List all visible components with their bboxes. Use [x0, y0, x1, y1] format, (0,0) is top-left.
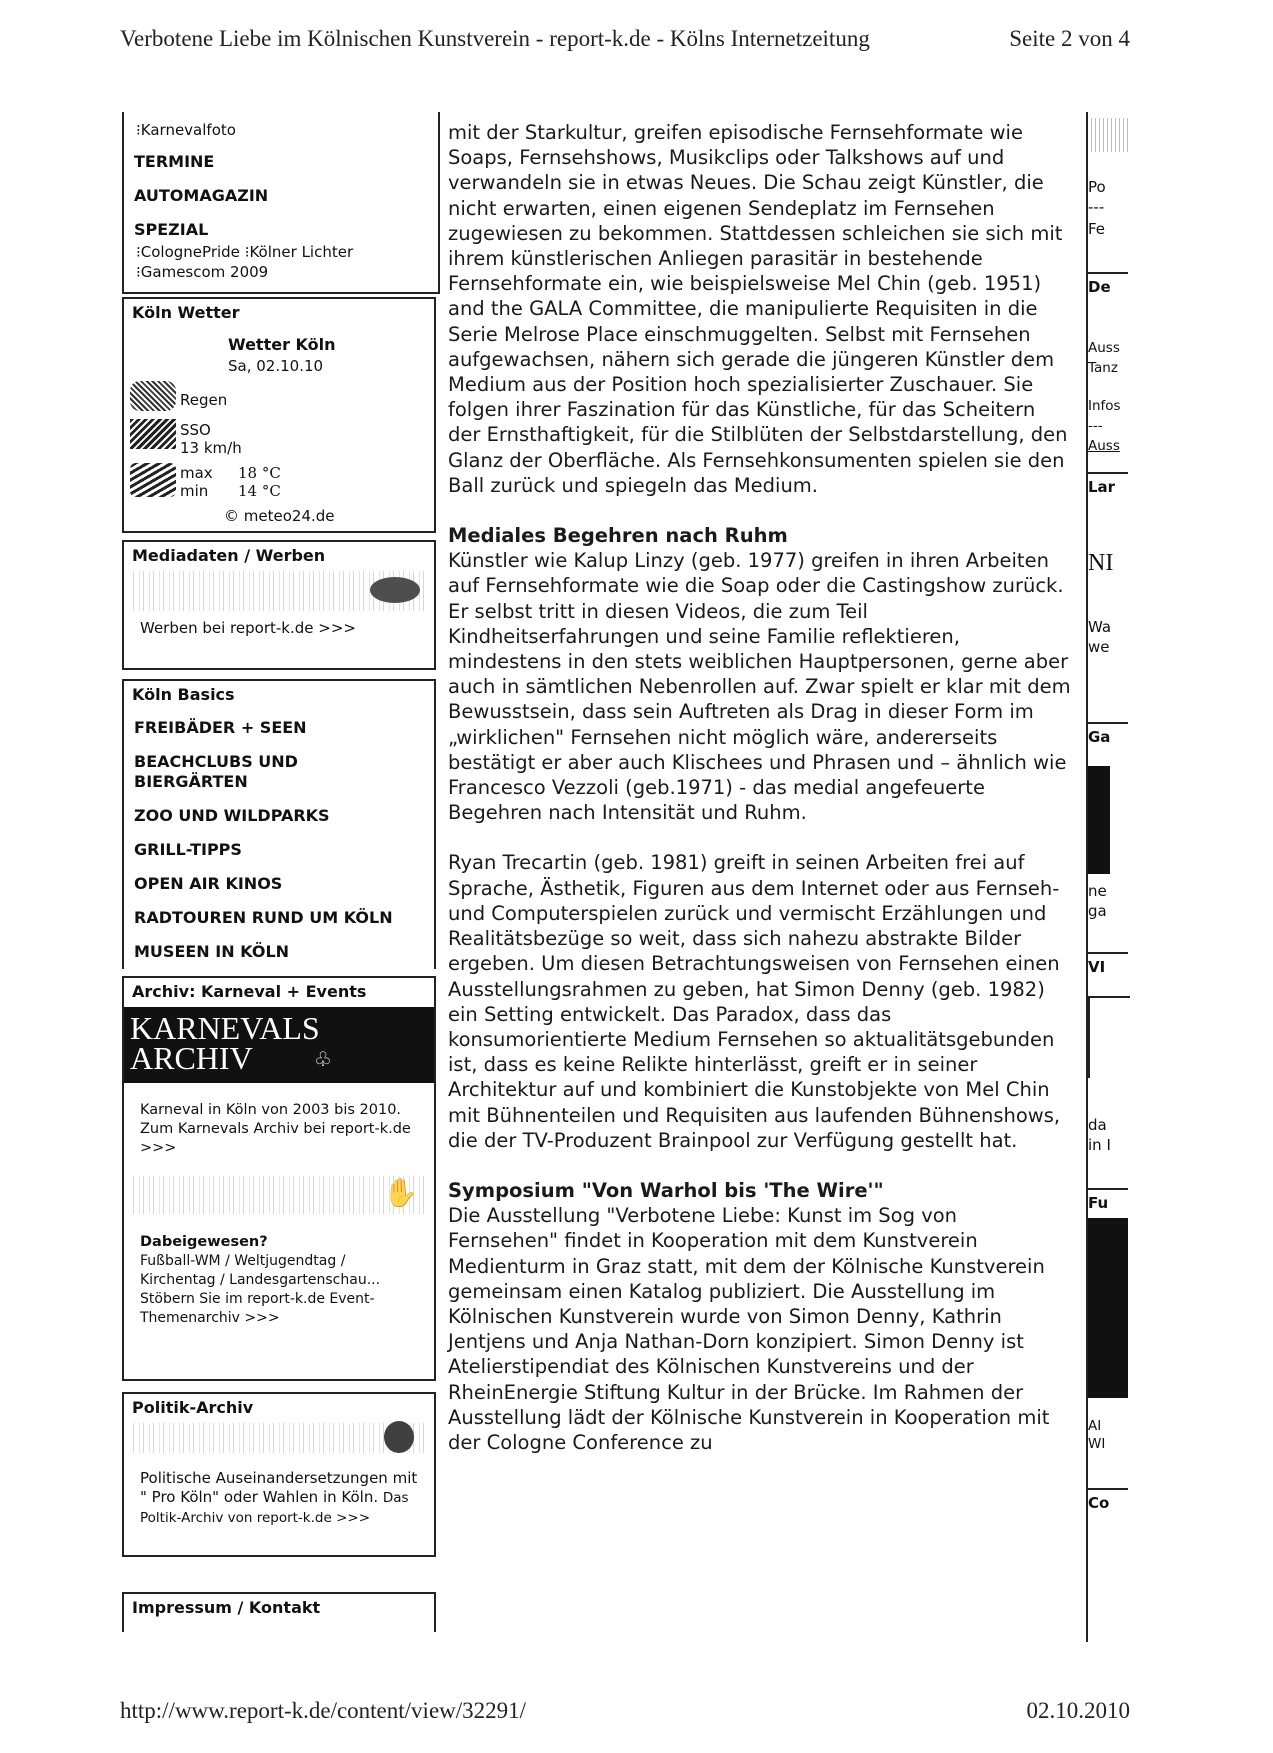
- thermometer-icon: [130, 463, 176, 497]
- temp-max-label: max: [180, 464, 213, 482]
- link-koelner-lichter[interactable]: Kölner Lichter: [249, 243, 354, 261]
- weather-credit[interactable]: © meteo24.de: [224, 507, 335, 525]
- right-text: da: [1088, 1116, 1107, 1134]
- right-text: WI: [1088, 1436, 1106, 1452]
- link-colognepride[interactable]: ColognePride: [140, 243, 240, 261]
- banner-line-1: KARNEVALS: [130, 1010, 320, 1046]
- basics-box: [122, 679, 436, 969]
- politik-box: [122, 1392, 436, 1557]
- politik-banner[interactable]: [130, 1423, 428, 1453]
- right-box-title: De: [1088, 272, 1128, 296]
- print-header: [120, 26, 1130, 56]
- banner-image[interactable]: [130, 571, 428, 611]
- spezial-links: [124, 242, 438, 282]
- nav-termine[interactable]: TERMINE: [134, 152, 215, 171]
- archiv-box: [122, 976, 436, 1381]
- dabei-text[interactable]: Fußball-WM / Weltjugendtag / Kirchentag / Landesgartenschau... Stöbern Sie im report-k.de Event-Themenarchiv >>>: [140, 1253, 381, 1326]
- right-text: Auss: [1088, 340, 1120, 356]
- hand-icon: ✋: [383, 1176, 418, 1209]
- werben-link[interactable]: Werben bei report-k.de >>>: [140, 619, 356, 637]
- weather-box: [122, 297, 436, 533]
- basics-item-grill[interactable]: GRILL-TIPPS: [134, 840, 242, 859]
- weather-condition: Regen: [180, 391, 228, 409]
- link-gamescom[interactable]: Gamescom 2009: [140, 263, 269, 281]
- right-ad-image[interactable]: [1088, 1218, 1128, 1398]
- right-text: AI: [1088, 1418, 1102, 1434]
- arrow-icon: ⁝: [244, 243, 250, 261]
- jester-icon: ♧: [314, 1049, 332, 1071]
- wind-direction: SSO: [180, 421, 211, 439]
- right-text: in I: [1088, 1136, 1111, 1154]
- dabei-title: Dabeigewesen?: [140, 1234, 268, 1250]
- archiv-text[interactable]: Karneval in Köln von 2003 bis 2010. Zum Karnevals Archiv bei report-k.de >>>: [140, 1102, 411, 1156]
- right-box-title: Ga: [1088, 722, 1128, 746]
- basics-item-zoo[interactable]: ZOO UND WILDPARKS: [134, 806, 330, 825]
- wind-speed: 13 km/h: [180, 439, 242, 457]
- basics-item-beachclubs[interactable]: BEACHCLUBS UND BIERGÄRTEN: [134, 752, 298, 791]
- right-text: NI: [1088, 550, 1114, 576]
- politik-text: Politische Auseinandersetzungen mit " Pro Köln" oder Wahlen in Köln. Das Poltik-Archiv von report-k.de >>>: [140, 1469, 418, 1526]
- arrow-icon: ⁝: [136, 243, 141, 261]
- article-paragraph: Ryan Trecartin (geb. 1981) greift in seinen Arbeiten frei auf Sprache, Ästhetik, Figuren aus dem Internet oder aus Fernseh- und Computerspielen zurück und vermischt Erzählungen und Realitätsbezüge so weit, dass sich nahezu abstrakte Bilder ergeben. Um diesen Betrachtungsweisen von Fernsehen einen Ausstellungsrahmen zu geben, hat Simon Denny (geb. 1982) ein Setting entwickelt. Das Paradox, dass das konsumorientierte Medium Fernsehen so aktualitätsgebunden ist, dass es keine Relikte hinterlässt, greift er in seiner Architektur auf und kombiniert die Kunstobjekte von Mel Chin mit Bühnenteilen und Requisiten aus laufenden Bühnenshows, die der TV-Produzent Brainpool zur Verfügung gestellt hat.: [448, 851, 1061, 1152]
- blot-icon: [384, 1421, 414, 1453]
- temp-min-value: 14 °C: [238, 482, 281, 500]
- right-text: Tanz: [1088, 360, 1118, 376]
- arrow-icon: ⁝: [136, 263, 141, 281]
- weather-box-title: Köln Wetter: [132, 303, 240, 322]
- temp-min-label: min: [180, 482, 209, 500]
- mediadaten-box: [122, 540, 436, 670]
- right-text: ---: [1088, 418, 1103, 434]
- wind-icon: [130, 419, 176, 449]
- right-text: Fe: [1088, 220, 1106, 238]
- article-paragraph: mit der Starkultur, greifen episodische Fernsehformate wie Soaps, Fernsehshows, Musikclips oder Talkshows auf und verwandeln sie in etwas Neues. Die Schau zeigt Künstler, die nicht erwarten, einen eigenen Sendeplatz im Fernsehen zugewiesen zu bekommen. Stattdessen schleichen sie sich mit ihrem künstlerischen Anliegen parasitär in bestehende Fernsehformate ein, wie beispielsweise Mel Chin (geb. 1951) and the GALA Committee, die manipulierte Requisiten in die Serie Melrose Place einschmuggelten. Selbst mit Fernsehen aufgewachsen, nähern sich gerade die jüngeren Künstler dem Medium aus der Position hoch spezialisierter Zuschauer. Sie folgen ihrer Faszination für das Künstliche, für das Scheitern der Ernsthaftigkeit, für die Stilblüten der Selbstdarstellung, den Glanz der Oberfläche. Als Fernsehkonsumenten spielen sie den Ball zurück und spiegeln das Medium.: [448, 121, 1068, 497]
- politik-title: Politik-Archiv: [132, 1398, 254, 1417]
- right-text: ---: [1088, 198, 1105, 216]
- archiv-title: Archiv: Karneval + Events: [132, 982, 367, 1001]
- basics-item-radtouren[interactable]: RADTOUREN RUND UM KÖLN: [134, 908, 393, 927]
- temp-max-value: 18 °C: [238, 464, 281, 482]
- lips-icon: [370, 577, 420, 603]
- nav-spezial[interactable]: SPEZIAL: [134, 220, 209, 239]
- basics-item-freibaeder[interactable]: FREIBÄDER + SEEN: [134, 718, 307, 737]
- sidebar-nav-box: [122, 112, 440, 294]
- right-text: ga: [1088, 902, 1107, 920]
- archiv-banner-2[interactable]: [130, 1176, 428, 1214]
- article-body: [448, 120, 1073, 1455]
- right-box-title: Fu: [1088, 1188, 1128, 1212]
- weather-date: Sa, 02.10.10: [228, 357, 324, 375]
- karnevals-archiv-banner[interactable]: [124, 1007, 434, 1083]
- article-subheading: Symposium "Von Warhol bis 'The Wire'": [448, 1178, 884, 1202]
- page-number: Seite 2 von 4: [1009, 26, 1130, 51]
- right-ad-image[interactable]: [1088, 996, 1130, 1078]
- right-ad-image[interactable]: [1088, 766, 1110, 874]
- basics-title: Köln Basics: [132, 685, 235, 704]
- impressum-title[interactable]: Impressum / Kontakt: [132, 1598, 321, 1617]
- right-box-title: Co: [1088, 1488, 1128, 1512]
- nav-link-karnevalfoto[interactable]: ⁝Karnevalfoto: [136, 121, 236, 139]
- arrow-icon: ⁝: [136, 121, 141, 139]
- page-url: http://www.report-k.de/content/view/32291/: [120, 1698, 527, 1723]
- right-text: we: [1088, 638, 1110, 656]
- weather-heading: Wetter Köln: [228, 335, 336, 354]
- page-title: Verbotene Liebe im Kölnischen Kunstverein - report-k.de - Kölns Internetzeitung: [120, 26, 870, 51]
- right-text: Po: [1088, 178, 1106, 196]
- banner-line-2: ARCHIV: [130, 1040, 253, 1076]
- right-ad-image[interactable]: [1088, 118, 1128, 152]
- right-text: Wa: [1088, 618, 1112, 636]
- right-text: Infos: [1088, 398, 1121, 414]
- mediadaten-title: Mediadaten / Werben: [132, 546, 326, 565]
- politik-link[interactable]: Das Poltik-Archiv von report-k.de >>>: [140, 1490, 409, 1526]
- impressum-box: [122, 1592, 436, 1632]
- rain-cloud-icon: [130, 381, 176, 411]
- right-box-title: Lar: [1088, 472, 1128, 496]
- article-paragraph: Die Ausstellung "Verbotene Liebe: Kunst im Sog von Fernsehen" findet in Kooperation mit dem Kunstverein Medienturm in Graz statt, mit dem der Kölnische Kunstverein gemeinsam einen Katalog publiziert. Die Ausstellung im Kölnischen Kunstverein wurde von Simon Denny, Kathrin Jentjens und Anja Nathan-Dorn konzipiert. Simon Denny ist Atelierstipendiat des Kölnischen Kunstvereins und der RheinEnergie Stiftung Kultur in der Brücke. Im Rahmen der Ausstellung lädt der Kölnische Kunstverein in Kooperation mit der Cologne Conference zu: [448, 1204, 1050, 1454]
- right-box-title: VI: [1088, 952, 1128, 976]
- right-link[interactable]: Auss: [1088, 438, 1120, 454]
- article-subheading: Mediales Begehren nach Ruhm: [448, 524, 788, 548]
- basics-item-openair[interactable]: OPEN AIR KINOS: [134, 874, 283, 893]
- print-date: 02.10.2010: [1026, 1698, 1130, 1723]
- article-paragraph: Künstler wie Kalup Linzy (geb. 1977) greifen in ihren Arbeiten auf Fernsehformate wie die Soap oder die Castingshow zurück. Er selbst tritt in diesen Videos, die zum Teil Kindheitserfahrungen und seine Familie reflektieren, mindestens in den stets weiblichen Hauptpersonen, gerne aber auch in sämtlichen Nebenrollen auf. Zwar spielt er klar mit dem Bewusstsein, dass sein Auftreten als Drag in dieser Form im „wirklichen" Fernsehen nicht möglich wäre, andererseits bestätigt er aber auch Klischees und Phrasen und – ähnlich wie Francesco Vezzoli (geb.1971) - das medial angefeuerte Begehren nach Intensität und Ruhm.: [448, 549, 1071, 825]
- nav-automagazin[interactable]: AUTOMAGAZIN: [134, 186, 269, 205]
- basics-item-museen[interactable]: MUSEEN IN KÖLN: [134, 942, 290, 961]
- right-text: ne: [1088, 882, 1107, 900]
